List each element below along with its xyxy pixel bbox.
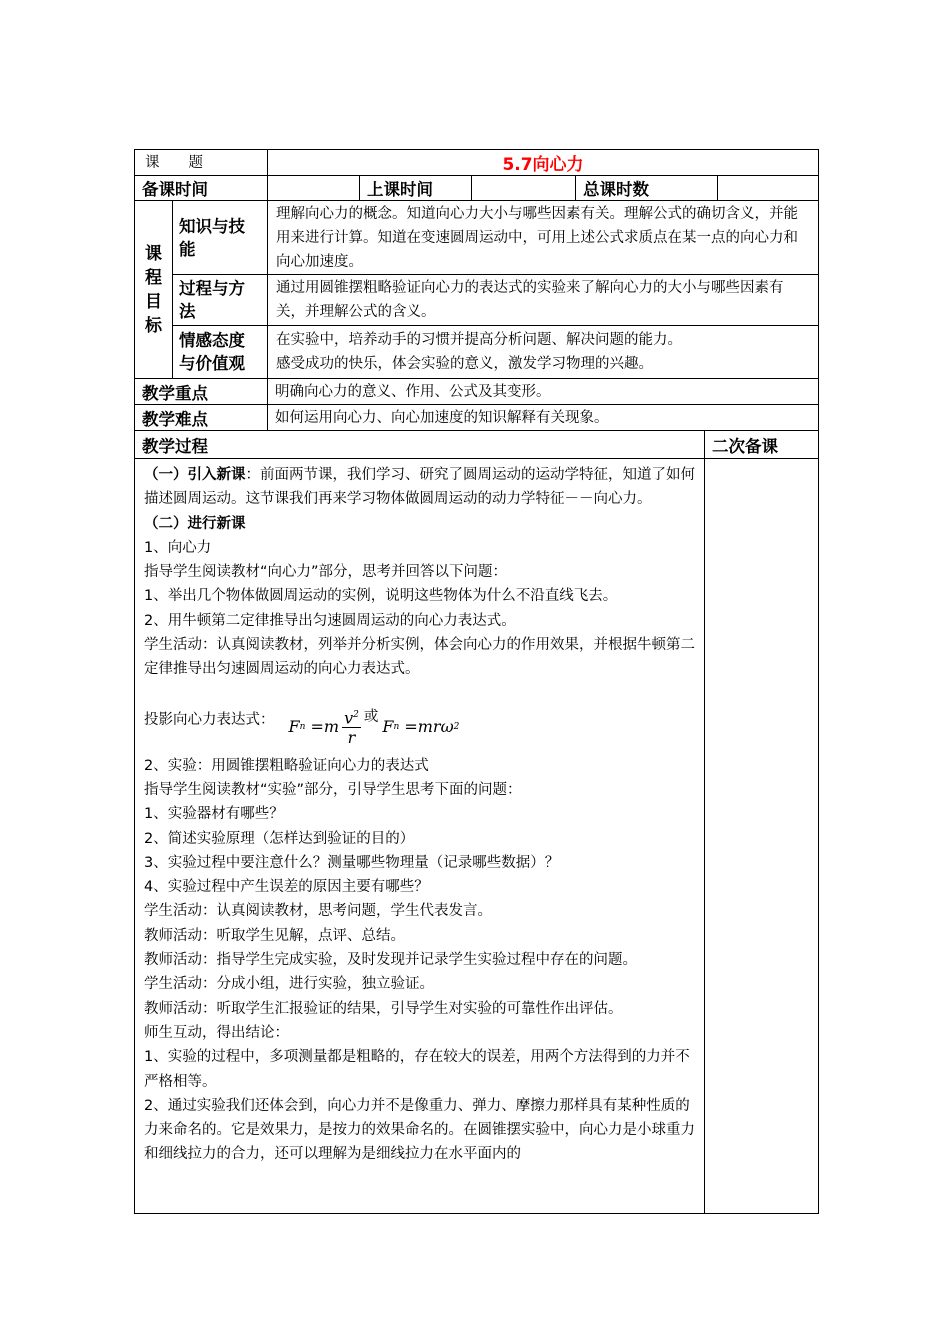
process-content — [135, 459, 705, 1213]
time-row — [135, 176, 818, 201]
intro-paragraph — [144, 463, 695, 512]
formula-label: 投影向心力表达式： — [144, 711, 275, 728]
difficulty-label: 教学难点 — [135, 405, 268, 430]
centripetal-force-formula-2: F n =mrω 2 — [382, 716, 460, 736]
new-lesson-heading: （二）进行新课 — [144, 515, 246, 532]
topic-label: 课 题 — [135, 150, 268, 175]
process-line: 教师活动：听取学生见解，点评、总结。 — [144, 927, 405, 944]
goal-process-text: 通过用圆锥摆粗略验证向心力的表达式的实验来了解向心力的大小与哪些因素有关，并理解公式的含义。 — [276, 280, 784, 320]
goals-block — [135, 201, 818, 379]
goals-label — [135, 201, 173, 378]
goals-rows — [173, 201, 818, 378]
goals-label-char: 课 — [145, 243, 162, 264]
process-line: 2、实验：用圆锥摆粗略验证向心力的表达式 — [144, 757, 429, 774]
process-line: 指导学生阅读教材“实验”部分，引导学生思考下面的问题： — [144, 781, 522, 798]
process-label: 教学过程 — [135, 431, 705, 458]
goals-label-char: 标 — [145, 315, 162, 336]
process-line: 学生活动：认真阅读教材，列举并分析实例，体会向心力的作用效果，并根据牛顿第二定律推导出匀速圆周运动的向心力表达式。 — [144, 637, 695, 678]
formula-line — [144, 688, 695, 752]
key-point-label: 教学重点 — [135, 379, 268, 404]
process-line: 教师活动：听取学生汇报验证的结果，引导学生对实验的可靠性作出评估。 — [144, 1000, 623, 1017]
process-line: 2、用牛顿第二定律推导出匀速圆周运动的向心力表达式。 — [144, 612, 516, 629]
process-line: 1、向心力 — [144, 539, 212, 556]
goal-knowledge-row — [173, 201, 818, 275]
goal-process-label: 过程与方法 — [173, 275, 268, 325]
goal-process-row — [173, 275, 818, 326]
difficulty-text: 如何运用向心力、向心加速度的知识解释有关现象。 — [275, 409, 609, 426]
goal-attitude-line: 在实验中，培养动手的习惯并提高分析问题、解决问题的能力。 — [276, 332, 682, 348]
process-line: 指导学生阅读教材“向心力”部分，思考并回答以下问题： — [144, 564, 508, 581]
process-line: 1、实验器材有哪些？ — [144, 806, 284, 823]
topic-title: 5.7向心力 — [502, 155, 584, 175]
goal-attitude-row — [173, 326, 818, 378]
process-line: 3、实验过程中要注意什么？测量哪些物理量（记录哪些数据）？ — [144, 854, 560, 871]
class-time-label: 上课时间 — [360, 176, 472, 200]
process-line: 1、实验的过程中，多项测量都是粗略的，存在较大的误差，用两个方法得到的力并不严格相等。 — [144, 1049, 690, 1090]
prep-time-label: 备课时间 — [135, 176, 268, 200]
lines-a — [144, 536, 695, 682]
lines-b — [144, 754, 695, 1167]
process-line: 2、简述实验原理（怎样达到验证的目的） — [144, 830, 415, 847]
topic-row — [135, 150, 818, 176]
secondary-prep-label: 二次备课 — [712, 436, 778, 456]
process-line: 4、实验过程中产生误差的原因主要有哪些？ — [144, 879, 429, 896]
goal-knowledge-label: 知识与技能 — [173, 201, 268, 274]
total-hours-value — [718, 176, 818, 200]
intro-text: ：前面两节课，我们学习、研究了圆周运动的运动学特征，知道了如何描述圆周运动。这节课我们再来学习物体做圆周运动的动力学特征－－向心力。 — [144, 467, 695, 508]
goal-attitude-line: 感受成功的快乐，体会实验的意义，激发学习物理的兴趣。 — [276, 356, 653, 372]
goals-label-char: 程 — [145, 267, 162, 288]
key-point-text: 明确向心力的意义、作用、公式及其变形。 — [275, 383, 551, 400]
key-point-row — [135, 379, 818, 405]
intro-heading: （一）引入新课 — [144, 467, 246, 483]
formula-or: 或 — [363, 708, 379, 725]
process-line: 2、通过实验我们还体会到，向心力并不是像重力、弹力、摩擦力那样具有某种性质的力来命名的。它是效果力，是按力的效果命名的。在圆锥摆实验中，向心力是小球重力和细线拉力的合力，还可以理解为是细线拉力在水平面内的 — [144, 1097, 695, 1163]
total-hours-label: 总课时数 — [576, 176, 718, 200]
difficulty-row — [135, 405, 818, 431]
class-time-value — [472, 176, 576, 200]
lesson-plan-table — [134, 149, 819, 1214]
process-body-row — [135, 459, 818, 1213]
process-line: 学生活动：分成小组，进行实验，独立验证。 — [144, 976, 434, 993]
process-line: 教师活动：指导学生完成实验，及时发现并记录学生实验过程中存在的问题。 — [144, 952, 637, 969]
process-line: 1、举出几个物体做圆周运动的实例，说明这些物体为什么不沿直线飞去。 — [144, 588, 618, 605]
process-header-row — [135, 431, 818, 459]
centripetal-force-formula-1: F n =m $\frac{v^2}{r}$ — [289, 706, 364, 748]
goal-knowledge-text: 理解向心力的概念。知道向心力大小与哪些因素有关。理解公式的确切含义，并能用来进行计算。知道在变速圆周运动中，可用上述公式求质点在某一点的向心力和向心加速度。 — [276, 205, 798, 270]
process-line: 师生互动，得出结论： — [144, 1024, 289, 1041]
goal-attitude-text — [268, 326, 818, 378]
prep-time-value — [268, 176, 360, 200]
goals-label-char: 目 — [145, 291, 162, 312]
secondary-prep-area — [705, 459, 818, 1213]
process-line: 学生活动：认真阅读教材，思考问题，学生代表发言。 — [144, 903, 492, 920]
goal-attitude-label: 情感态度与价值观 — [173, 326, 268, 378]
